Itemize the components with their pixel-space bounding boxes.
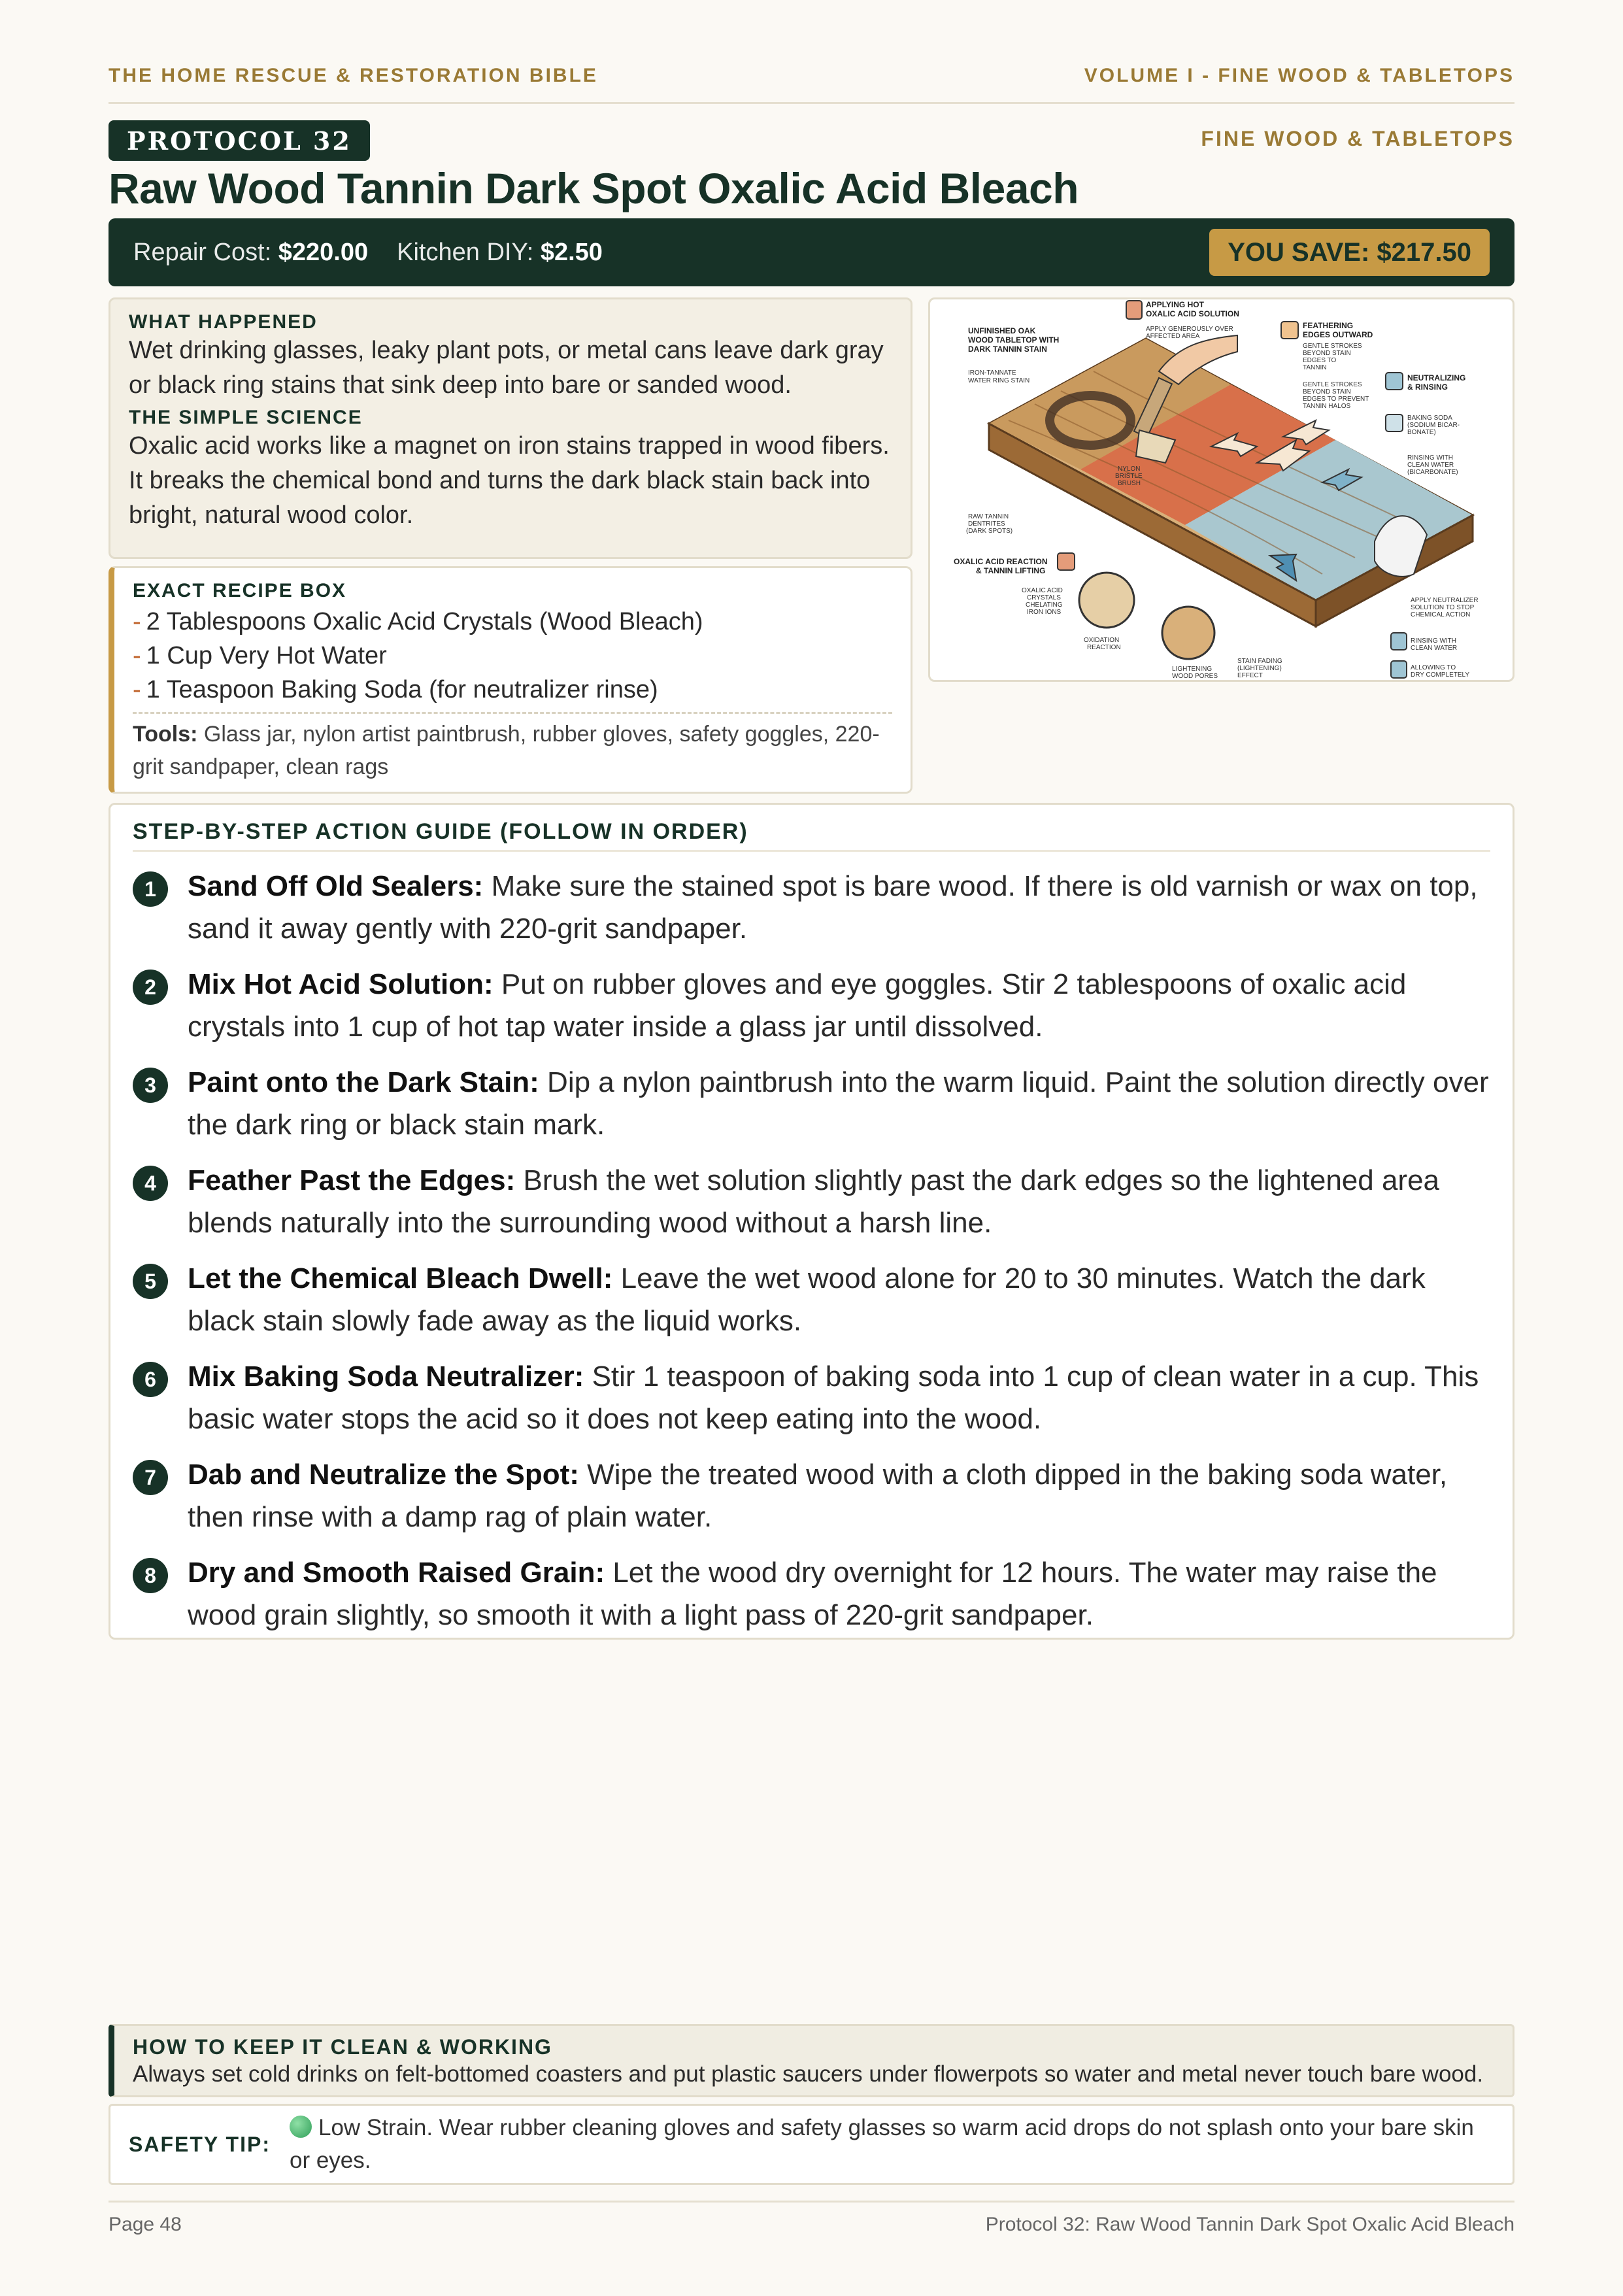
safety-label: SAFETY TIP: xyxy=(129,2132,271,2156)
recipe-item: - 1 Cup Very Hot Water xyxy=(133,642,387,669)
illus-label: GENTLE STROKES xyxy=(1303,381,1362,388)
illus-label: CLEAN WATER xyxy=(1411,645,1458,652)
safety-text-wrap xyxy=(290,2112,1494,2177)
step-item xyxy=(133,963,1490,1048)
repair-cost-value: $220.00 xyxy=(278,238,369,266)
maintenance-heading: HOW TO KEEP IT CLEAN & WORKING xyxy=(133,2035,552,2059)
step-text: Make sure the stained spot is bare wood. If there is old varnish or wax on top, sand it away gently with 220-grit sandpaper. xyxy=(188,870,1478,945)
step-text: Leave the wet wood alone for 20 to 30 minutes. Watch the dark black stain slowly fade away as the liquid works. xyxy=(188,1262,1426,1337)
safety-tip xyxy=(109,2104,1514,2185)
illus-label: APPLYING HOT xyxy=(1146,300,1204,309)
illus-label: & TANNIN LIFTING xyxy=(976,566,1046,575)
diy-cost-label: Kitchen DIY: xyxy=(397,238,534,266)
step-item xyxy=(133,1355,1490,1440)
page-title: Raw Wood Tannin Dark Spot Oxalic Acid Bleach xyxy=(109,164,1079,212)
illus-label: (BICARBONATE) xyxy=(1407,469,1458,476)
recipe-item: - 2 Tablespoons Oxalic Acid Crystals (Wood Bleach) xyxy=(133,608,703,635)
illus-label: DARK TANNIN STAIN xyxy=(968,345,1047,354)
step-number: 8 xyxy=(133,1558,168,1593)
illus-label: CHELATING xyxy=(1026,601,1063,609)
illus-label: RAW TANNIN xyxy=(968,513,1009,520)
step-text: Wipe the treated wood with a cloth dipped in the baking soda water, then rinse with a damp rag of plain water. xyxy=(188,1459,1448,1533)
illus-label: BEYOND STAIN xyxy=(1303,350,1351,357)
tools-text: Glass jar, nylon artist paintbrush, rubber gloves, safety goggles, 220-grit sandpaper, clean rags xyxy=(133,722,880,779)
illus-label: OXALIC ACID SOLUTION xyxy=(1146,309,1239,318)
illus-label: STAIN FADING xyxy=(1237,658,1282,665)
illus-label: EDGES OUTWARD xyxy=(1303,330,1373,339)
step-number: 1 xyxy=(133,871,168,907)
illustration-panel xyxy=(928,297,1514,682)
step-number: 2 xyxy=(133,970,168,1005)
page-number: Page 48 xyxy=(109,2214,182,2235)
illus-label: EDGES TO PREVENT xyxy=(1303,396,1369,403)
illus-label: BRUSH xyxy=(1118,480,1141,487)
step-title: Let the Chemical Bleach Dwell: xyxy=(188,1262,613,1294)
footer-reference: Protocol 32: Raw Wood Tannin Dark Spot Oxalic Acid Bleach xyxy=(985,2214,1514,2235)
science-heading: THE SIMPLE SCIENCE xyxy=(129,407,363,428)
repair-cost-label: Repair Cost: xyxy=(133,238,272,266)
illus-label: AFFECTED AREA xyxy=(1146,333,1200,340)
illus-label: APPLY NEUTRALIZER xyxy=(1411,597,1479,604)
wood-bleach-illustration xyxy=(930,299,1513,680)
protocol-badge: PROTOCOL 32 xyxy=(109,120,370,161)
illus-label: WOOD TABLETOP WITH xyxy=(968,335,1060,345)
step-text: Let the wood dry overnight for 12 hours. The water may raise the wood grain slightly, so smooth it with a light pass of 220-grit sandpaper. xyxy=(188,1557,1437,1631)
step-text: Put on rubber gloves and eye goggles. Stir 2 tablespoons of oxalic acid crystals into 1 cup of hot tap water inside a glass jar until dissolved. xyxy=(188,968,1407,1043)
step-title: Feather Past the Edges: xyxy=(188,1164,516,1196)
safety-text: Low Strain. Wear rubber cleaning gloves and safety glasses so warm acid drops do not splash onto your bare skin or eyes. xyxy=(290,2115,1474,2173)
diy-cost-value: $2.50 xyxy=(540,238,603,266)
step-text: Stir 1 teaspoon of baking soda into 1 cup of clean water in a cup. This basic water stops the acid so it does not keep eating into the wood. xyxy=(188,1360,1479,1435)
maintenance-tip xyxy=(109,2024,1514,2097)
step-title: Mix Hot Acid Solution: xyxy=(188,968,494,1000)
illus-label: NYLON xyxy=(1118,465,1141,473)
step-title: Dry and Smooth Raised Grain: xyxy=(188,1557,605,1589)
footer-divider xyxy=(109,2201,1514,2203)
step-item xyxy=(133,1159,1490,1244)
step-item xyxy=(133,1257,1490,1342)
step-number: 6 xyxy=(133,1362,168,1397)
step-guide-heading: STEP-BY-STEP ACTION GUIDE (FOLLOW IN ORDER) xyxy=(133,819,1490,852)
step-item xyxy=(133,865,1490,950)
illus-label: TANNIN xyxy=(1303,364,1327,371)
illus-label: EFFECT xyxy=(1237,672,1263,679)
volume-label: VOLUME I - FINE WOOD & TABLETOPS xyxy=(1084,65,1514,86)
what-happened-heading: WHAT HAPPENED xyxy=(129,311,318,333)
step-title: Sand Off Old Sealers: xyxy=(188,870,484,902)
illus-label: (DARK SPOTS) xyxy=(966,528,1013,535)
tools-label: Tools: xyxy=(133,722,198,747)
step-text: Dip a nylon paintbrush into the warm liquid. Paint the solution directly over the dark ring or black stain mark. xyxy=(188,1066,1489,1141)
step-number: 7 xyxy=(133,1460,168,1495)
recipe-item: - 1 Teaspoon Baking Soda (for neutralizer rinse) xyxy=(133,676,658,703)
book-title: THE HOME RESCUE & RESTORATION BIBLE xyxy=(109,65,598,86)
header-divider xyxy=(109,102,1514,104)
illus-label: IRON-TANNATE xyxy=(968,369,1016,377)
step-number: 4 xyxy=(133,1166,168,1201)
step-guide xyxy=(109,803,1514,1640)
recipe-heading: EXACT RECIPE BOX xyxy=(133,580,347,601)
illus-label: FEATHERING xyxy=(1303,321,1354,330)
illus-label: (LIGHTENING) xyxy=(1237,665,1282,672)
savings-badge: YOU SAVE: $217.50 xyxy=(1209,229,1490,276)
illus-label: SOLUTION TO STOP xyxy=(1411,604,1475,611)
step-number: 3 xyxy=(133,1068,168,1103)
illus-label: OXIDATION xyxy=(1084,637,1120,644)
illus-label: OXALIC ACID REACTION xyxy=(954,557,1048,566)
science-text: Oxalic acid works like a magnet on iron stains trapped in wood fibers. It breaks the chemical bond and turns the dark black stain back into bright, natural wood color. xyxy=(129,432,890,529)
illus-label: ALLOWING TO xyxy=(1411,664,1456,671)
illus-label: BONATE) xyxy=(1407,429,1436,436)
step-title: Dab and Neutralize the Spot: xyxy=(188,1459,579,1491)
recipe-divider xyxy=(133,712,892,714)
illus-label: TANNIN HALOS xyxy=(1303,403,1351,410)
status-dot-icon xyxy=(290,2116,312,2138)
illus-label: EDGES TO xyxy=(1303,357,1337,364)
illus-label: (SODIUM BICAR- xyxy=(1407,422,1460,429)
illus-label: RINSING WITH xyxy=(1411,637,1456,645)
category-label: FINE WOOD & TABLETOPS xyxy=(1201,127,1514,150)
illus-label: WATER RING STAIN xyxy=(968,377,1030,384)
maintenance-text: Always set cold drinks on felt-bottomed coasters and put plastic saucers under flowerpots so water and metal never touch bare wood. xyxy=(133,2061,1484,2087)
step-number: 5 xyxy=(133,1264,168,1299)
illus-label: NEUTRALIZING xyxy=(1407,373,1466,382)
step-text: Brush the wet solution slightly past the dark edges so the lightened area blends naturally into the surrounding wood without a harsh line. xyxy=(188,1164,1440,1239)
illus-label: IRON IONS xyxy=(1027,609,1062,616)
illus-label: BEYOND STAIN xyxy=(1303,388,1351,396)
step-title: Mix Baking Soda Neutralizer: xyxy=(188,1360,584,1393)
illus-label: BAKING SODA xyxy=(1407,414,1452,422)
illus-label: OXALIC ACID xyxy=(1022,587,1063,594)
illus-label: CHEMICAL ACTION xyxy=(1411,611,1471,618)
illus-label: & RINSING xyxy=(1407,382,1448,392)
recipe-item-text: 1 Teaspoon Baking Soda (for neutralizer rinse) xyxy=(146,676,658,703)
running-header xyxy=(109,63,1514,89)
illus-label: WOOD PORES xyxy=(1172,673,1218,680)
step-item xyxy=(133,1551,1490,1636)
illus-label: DENTRITES xyxy=(968,520,1005,528)
recipe-box xyxy=(109,566,912,794)
illus-label: DRY COMPLETELY xyxy=(1411,671,1470,679)
what-happened-text: Wet drinking glasses, leaky plant pots, or metal cans leave dark gray or black ring stains that sink deep into bare or sanded wood. xyxy=(129,337,884,399)
illus-label: RINSING WITH xyxy=(1407,454,1453,462)
illus-label: REACTION xyxy=(1087,644,1121,651)
page-footer xyxy=(109,2214,1514,2236)
recipe-item-text: 2 Tablespoons Oxalic Acid Crystals (Wood Bleach) xyxy=(146,608,703,635)
step-item xyxy=(133,1453,1490,1538)
step-title: Paint onto the Dark Stain: xyxy=(188,1066,539,1098)
tools-list xyxy=(133,718,892,783)
illus-label: APPLY GENEROUSLY OVER xyxy=(1146,326,1233,333)
info-box xyxy=(109,297,912,559)
illus-label: GENTLE STROKES xyxy=(1303,343,1362,350)
cost-bar xyxy=(109,218,1514,286)
illus-label: CRYSTALS xyxy=(1027,594,1061,601)
illus-label: LIGHTENING xyxy=(1172,666,1213,673)
illus-label: BRISTLE xyxy=(1115,473,1143,480)
illus-label: UNFINISHED OAK xyxy=(968,326,1036,335)
recipe-item-text: 1 Cup Very Hot Water xyxy=(146,642,387,669)
illus-label: CLEAN WATER xyxy=(1407,462,1454,469)
step-item xyxy=(133,1061,1490,1146)
